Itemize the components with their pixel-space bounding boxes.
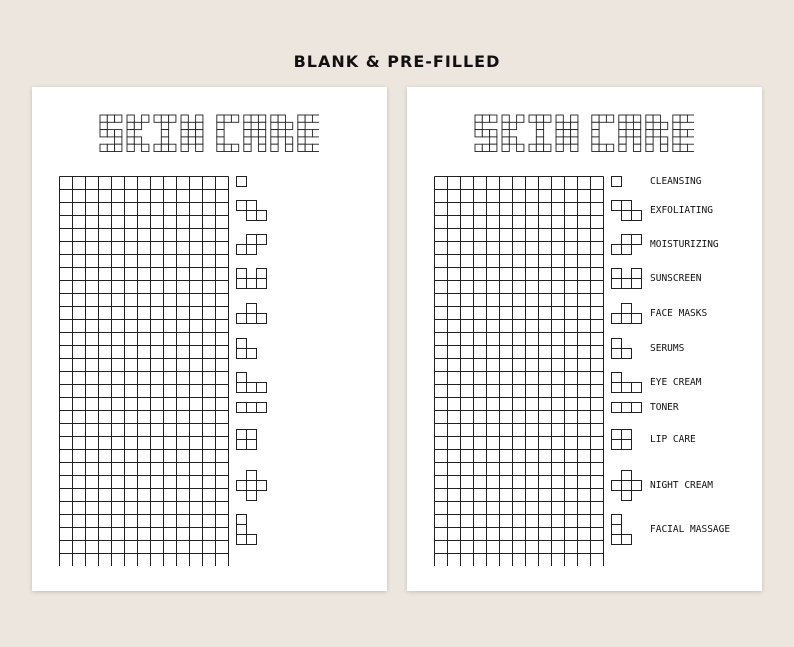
legend-label: TONER xyxy=(650,402,679,413)
o-tetromino-icon xyxy=(611,429,633,451)
legend-label: EXFOLIATING xyxy=(650,205,713,216)
t-tetromino-icon xyxy=(611,303,643,325)
legend-label: SUNSCREEN xyxy=(650,273,702,284)
plus-pentomino-icon xyxy=(611,470,643,502)
legend-label: MOISTURIZING xyxy=(650,239,719,250)
banner-title: BLANK & PRE-FILLED xyxy=(293,52,501,71)
s-tetromino-icon xyxy=(611,234,643,256)
page-title-art xyxy=(474,114,694,154)
legend-label: FACE MASKS xyxy=(650,308,708,319)
habit-legend xyxy=(611,176,761,566)
l-tromino-icon xyxy=(611,338,633,360)
legend-label: SERUMS xyxy=(650,343,685,354)
legend-item xyxy=(611,303,761,335)
legend-item xyxy=(236,303,386,335)
legend-item xyxy=(236,514,386,546)
legend-item xyxy=(236,429,386,461)
s-tetromino-icon xyxy=(236,234,268,256)
i-tromino-icon xyxy=(236,402,268,414)
legend-label: CLEANSING xyxy=(650,176,702,187)
habit-legend xyxy=(236,176,386,566)
grid-lines xyxy=(60,177,229,567)
l-tetromino-icon xyxy=(236,372,268,394)
legend-item xyxy=(236,200,386,232)
page-title-art xyxy=(99,114,319,154)
single-square-icon xyxy=(236,176,248,188)
u-block-icon xyxy=(611,268,643,290)
legend-label: NIGHT CREAM xyxy=(650,480,713,491)
legend-item xyxy=(236,268,386,300)
t-tetromino-icon xyxy=(236,303,268,325)
legend-item xyxy=(611,470,761,502)
z-tetromino-icon xyxy=(236,200,268,222)
legend-item xyxy=(236,234,386,266)
legend-item xyxy=(236,338,386,370)
l-tromino-icon xyxy=(236,338,258,360)
legend-item xyxy=(611,514,761,546)
l-tetromino-icon xyxy=(611,372,643,394)
u-block-icon xyxy=(236,268,268,290)
o-tetromino-icon xyxy=(236,429,258,451)
legend-item xyxy=(236,470,386,502)
legend-label: FACIAL MASSAGE xyxy=(650,524,731,535)
legend-item xyxy=(611,338,761,370)
legend-item xyxy=(611,234,761,266)
legend-item xyxy=(611,268,761,300)
plus-pentomino-icon xyxy=(236,470,268,502)
i-tromino-icon xyxy=(611,402,643,414)
legend-item xyxy=(236,372,386,404)
legend-label: LIP CARE xyxy=(650,434,696,445)
tracker-grid xyxy=(434,176,605,566)
legend-item xyxy=(611,429,761,461)
j-tetromino-icon xyxy=(611,514,633,546)
j-tetromino-icon xyxy=(236,514,258,546)
tracker-grid xyxy=(59,176,230,566)
single-square-icon xyxy=(611,176,623,188)
legend-item xyxy=(611,372,761,404)
prefilled-page xyxy=(407,87,762,591)
grid-lines xyxy=(435,177,604,567)
legend-label: EYE CREAM xyxy=(650,377,702,388)
legend-item xyxy=(611,200,761,232)
z-tetromino-icon xyxy=(611,200,643,222)
blank-page xyxy=(32,87,387,591)
